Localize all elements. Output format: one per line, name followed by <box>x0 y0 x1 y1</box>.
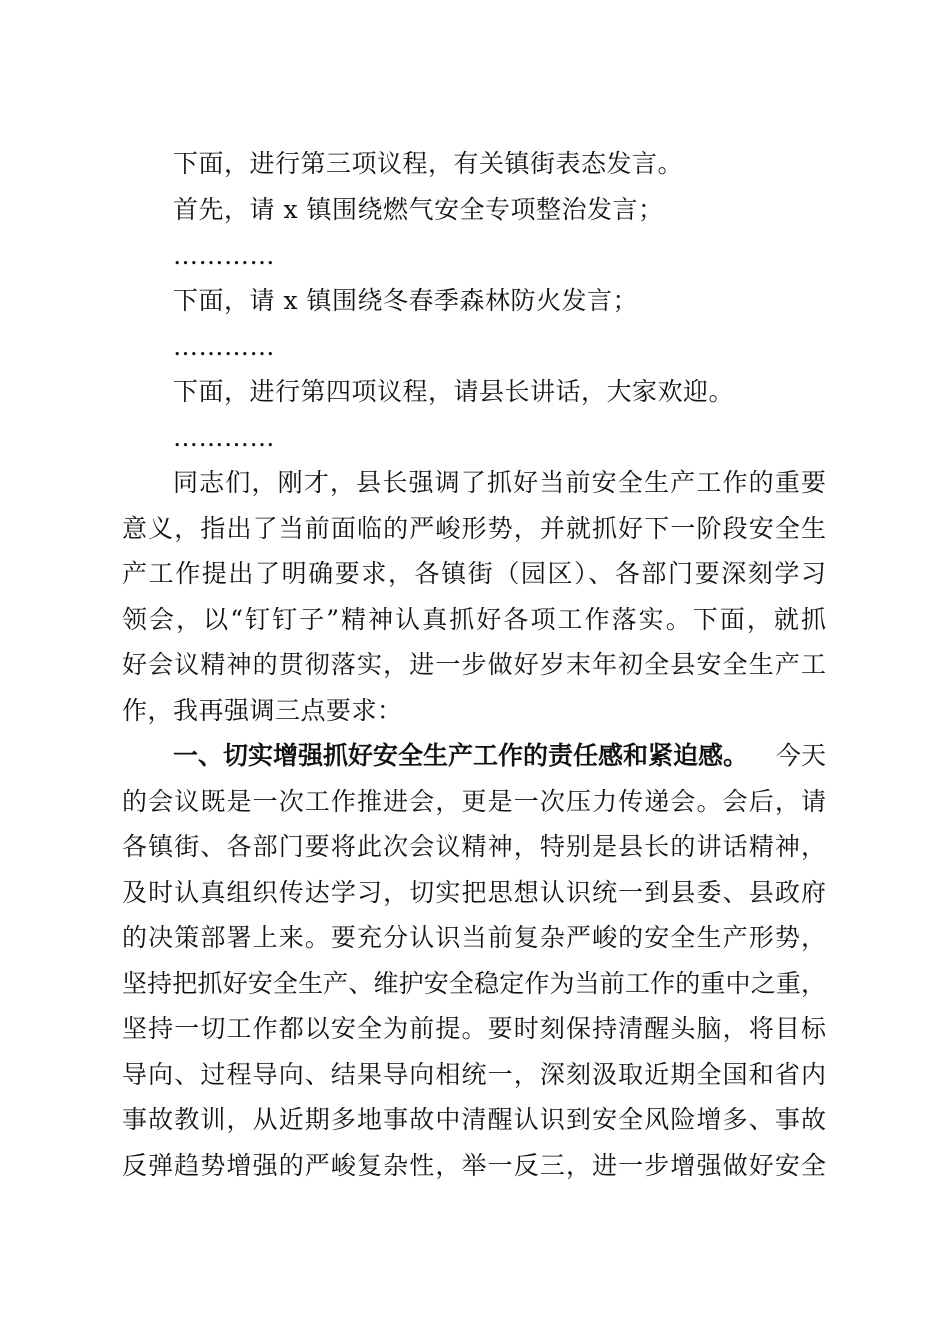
paragraph-line: 领会，以“钉钉子”精神认真抓好各项工作落实。下面，就抓 <box>122 605 826 634</box>
paragraph-line: 作，我再强调三点要求： <box>122 696 403 725</box>
paragraph-line: 意义，指出了当前面临的严峻形势，并就抓好下一阶段安全生 <box>122 514 826 543</box>
agenda-item-four: 下面，进行第四项议程，请县长讲话，大家欢迎。 <box>173 377 735 406</box>
paragraph-line: 坚持把抓好安全生产、维护安全稳定作为当前工作的重中之重， <box>122 969 826 998</box>
paragraph-line: 同志们，刚才，县长强调了抓好当前安全生产工作的重要 <box>173 468 826 497</box>
ellipsis: ………… <box>173 423 275 452</box>
paragraph-line: 坚持一切工作都以安全为前提。要时刻保持清醒头脑，将目标 <box>122 1014 826 1043</box>
paragraph-line: 的决策部署上来。要充分认识当前复杂严峻的安全生产形势， <box>122 923 826 952</box>
ellipsis: ………… <box>173 241 275 270</box>
section-heading-continuation: 今天 <box>775 741 826 770</box>
paragraph-line: 及时认真组织传达学习，切实把思想认识统一到县委、县政府 <box>122 878 826 907</box>
ellipsis: ………… <box>173 332 275 361</box>
speech-gas-safety: 首先，请 x 镇围绕燃气安全专项整治发言； <box>173 195 664 224</box>
paragraph-line: 各镇街、各部门要将此次会议精神，特别是县长的讲话精神， <box>122 832 826 861</box>
agenda-item-three: 下面，进行第三项议程，有关镇街表态发言。 <box>173 149 684 178</box>
paragraph-line: 反弹趋势增强的严峻复杂性，举一反三，进一步增强做好安全 <box>122 1151 826 1180</box>
paragraph-line: 产工作提出了明确要求，各镇街（园区）、各部门要深刻学习 <box>122 559 826 588</box>
paragraph-line: 导向、过程导向、结果导向相统一，深刻汲取近期全国和省内 <box>122 1060 826 1089</box>
paragraph-line: 的会议既是一次工作推进会，更是一次压力传递会。会后，请 <box>122 787 826 816</box>
paragraph-line: 事故教训，从近期多地事故中清醒认识到安全风险增多、事故 <box>122 1105 826 1134</box>
section-heading: 一、切实增强抓好安全生产工作的责任感和紧迫感。 <box>173 741 749 770</box>
paragraph-line: 好会议精神的贯彻落实，进一步做好岁末年初全县安全生产工 <box>122 650 826 679</box>
section-heading-line <box>173 741 826 771</box>
speech-forest-fire: 下面，请 x 镇围绕冬春季森林防火发言； <box>173 286 638 315</box>
